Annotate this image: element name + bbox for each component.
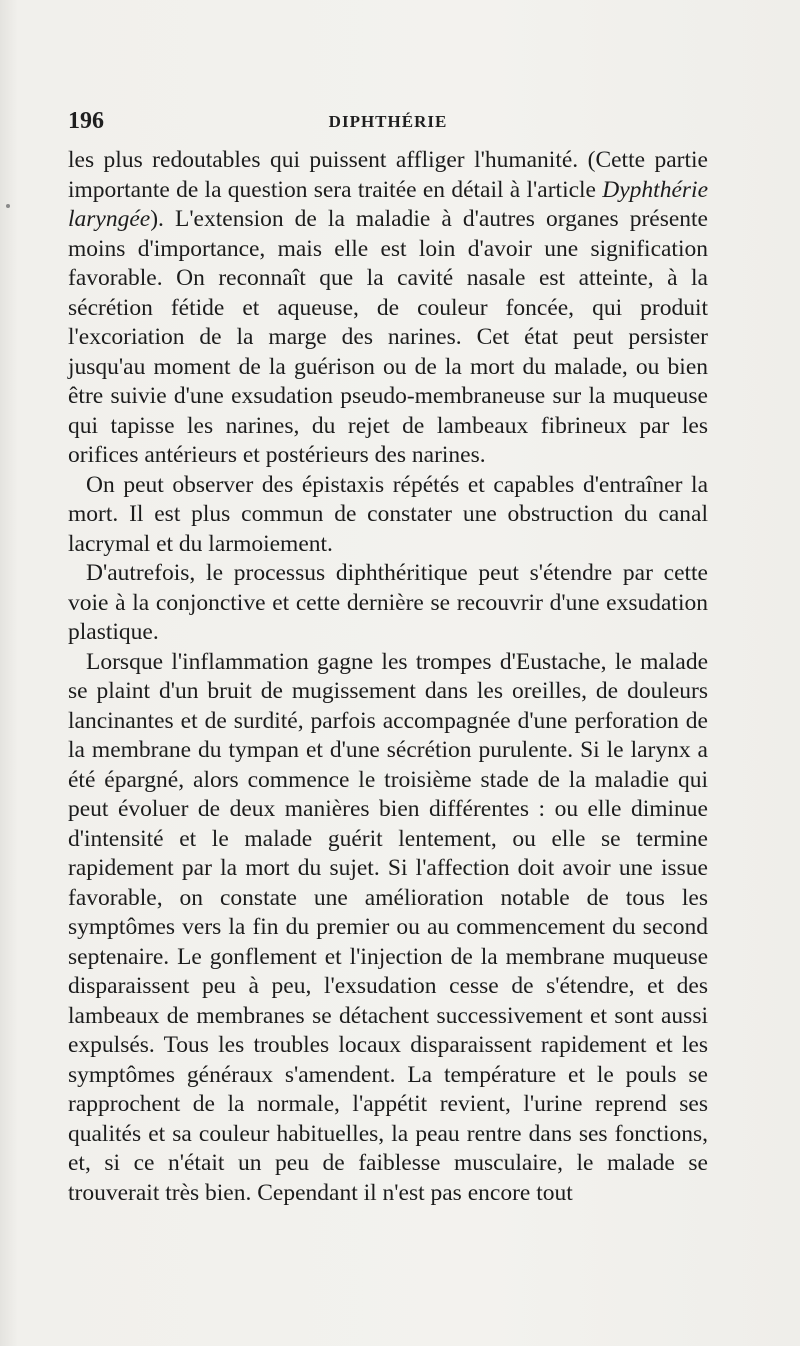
paragraph-1-text-end: ). L'extension de la maladie à d'autres organes présente moins d'importance, mais elle est loin d'avoir une signification favorable. On reconnaît que la cavité nasale est atteinte, à la sécrétion fétide et aqueuse, de couleur foncée, qui produit l'excoriation de la marge des narines. Cet état peut persister jusqu'au moment de la guérison ou de la mort du malade, ou bien être suivie d'une exsudation pseudo-membraneuse sur la muqueuse qui tapisse les narines, du rejet de lambeaux fibrineux par les orifices antérieurs et postérieurs des narines. (68, 206, 708, 468)
paragraph-2: On peut observer des épistaxis répétés et capables d'entraîner la mort. Il est plus commun de constater une obstruction du canal lacrymal et du larmoiement. (68, 471, 708, 557)
margin-speck (6, 204, 10, 208)
article-reference: Dyphthérie laryngée (68, 176, 708, 232)
paragraph-3: D'autrefois, le processus diphthéritique peut s'étendre par cette voie à la conjonctive et cette dernière se recouvrir d'une exsudation plastique. (68, 560, 708, 645)
paragraph-1-text-start: les plus redoutables qui puissent affliger l'humanité. (Cette partie importante de la question sera traitée en détail à l'article (68, 147, 708, 203)
page-header (68, 108, 708, 138)
paragraph-1 (68, 146, 708, 471)
running-title: DIPHTHÉRIE (328, 112, 448, 131)
paragraph-4: Lorsque l'inflammation gagne les trompes d'Eustache, le malade se plaint d'un bruit de mugissement dans les oreilles, de douleurs lancinantes et de surdité, parfois accompagnée d'une perforation de la membrane du tympan et d'une sécrétion purulente. Si le larynx a été épargné, alors commence le troisième stade de la maladie qui peut évoluer de deux manières bien différentes : ou elle diminue d'intensité et le malade guérit lentement, ou elle se termine rapidement par la mort du sujet. Si l'affection doit avoir une issue favorable, on constate une amélioration notable de tous les symptômes vers la fin du premier ou au commencement du second septenaire. Le gonflement et l'injection de la membrane muqueuse disparaissent peu à peu, l'exsudation cesse de s'étendre, et des lambeaux de membranes se détachent successivement et sont aussi expulsés. Tous les troubles locaux disparaissent rapidement et les symptômes généraux s'amendent. La température et le pouls se rapprochent de la normale, l'appétit revient, l'urine reprend ses qualités et sa couleur habituelles, la peau rentre dans ses fonctions, et, si ce n'était un peu de faiblesse musculaire, le malade se trouverait très bien. Cependant il n'est pas encore tout (68, 648, 708, 1206)
page-number: 196 (68, 108, 104, 134)
body-text (68, 146, 708, 1208)
